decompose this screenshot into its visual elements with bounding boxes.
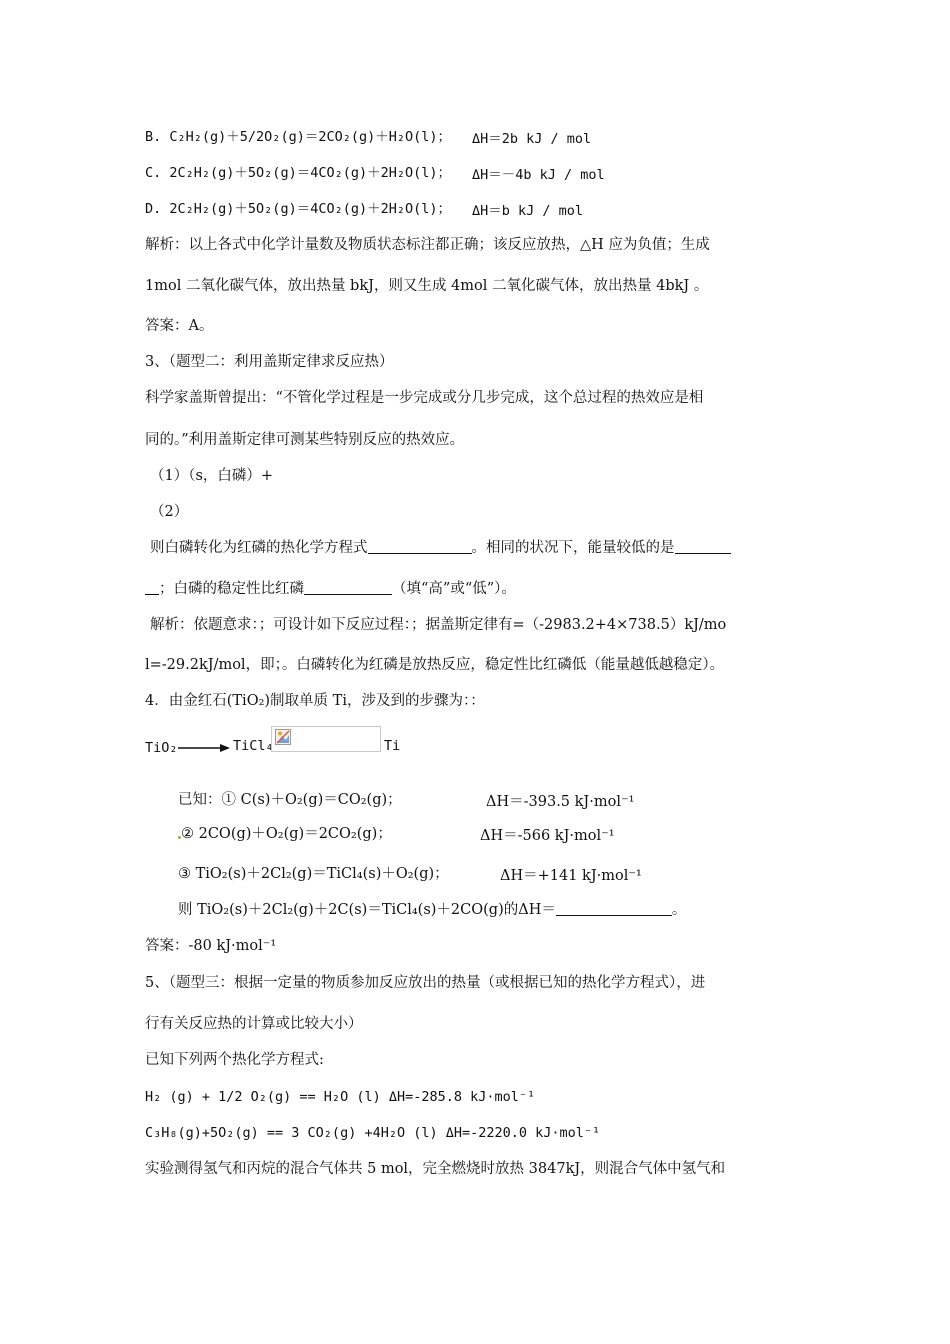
equation-item: （1）（s，白磷）+: [150, 468, 274, 484]
answer-blank[interactable]: [675, 539, 731, 554]
equation: ② 2CO(g)＋O₂(g)＝2CO₂(g)；: [181, 826, 392, 842]
option-c: [145, 163, 451, 183]
equation: C₃H₈(g)+5O₂(g) == 3 CO₂(g) +4H₂O (l) ΔH=-2220.0 kJ·mol⁻¹: [145, 1125, 601, 1141]
option-b: [145, 127, 451, 147]
equation: H₂ (g) + 1/2 O₂(g) == H₂O (l) ΔH=-285.8 kJ·mol⁻¹: [145, 1089, 536, 1105]
image-icon: [275, 729, 291, 745]
analysis-line: 1mol 二氧化碳气体，放出热量 bkJ，则又生成 4mol 二氧化碳气体，放出热量 4bkJ 。: [145, 278, 709, 294]
enthalpy-value: ΔH＝2b kJ / mol: [472, 131, 592, 147]
question-text: （填“高”或“低”）。: [392, 581, 516, 597]
option-label: C.: [145, 165, 162, 181]
analysis-line: l=-29.2kJ/mol，即；。白磷转化为红磷是放热反应，稳定性比红磷低（能量越低越稳定）。: [145, 657, 725, 673]
known-label: 已知：: [178, 792, 222, 808]
answer-line: 答案：-80 kJ·mol⁻¹: [145, 938, 277, 954]
equation: C₂H₂(g)＋5/2O₂(g)＝2CO₂(g)＋H₂O(l)；: [169, 129, 451, 145]
flow-start: TiO₂: [145, 740, 178, 756]
enthalpy-value: ΔH＝b kJ / mol: [472, 203, 584, 219]
known-equation: [178, 824, 392, 844]
option-label: B.: [145, 129, 162, 145]
fill-in-question: [145, 579, 516, 599]
paragraph-line: 科学家盖斯曾提出：“不管化学过程是一步完成或分几步完成，这个总过程的热效应是相: [145, 390, 704, 406]
fill-in-question: [178, 900, 686, 920]
flow-middle: TiCl₄: [233, 738, 274, 754]
equation: 2C₂H₂(g)＋5O₂(g)＝4CO₂(g)＋2H₂O(l)；: [169, 201, 451, 217]
question-text: 则白磷转化为红磷的热化学方程式: [150, 540, 368, 556]
paragraph-line: 实验测得氢气和丙烷的混合气体共 5 mol，完全燃烧时放热 3847kJ，则混合气体中氢气和: [145, 1161, 726, 1177]
fill-in-question: [150, 538, 731, 558]
question-text: 。相同的状况下，能量较低的是: [471, 540, 675, 556]
question-text: 则 TiO₂(s)＋2Cl₂(g)＋2C(s)＝TiCl₄(s)＋2CO(g)的ΔH＝: [178, 902, 556, 918]
equation: ① C(s)＋O₂(g)＝CO₂(g)；: [221, 792, 402, 808]
answer-blank[interactable]: [368, 539, 472, 554]
paragraph-line: 已知下列两个热化学方程式:: [145, 1052, 324, 1068]
answer-line: 答案：A。: [145, 318, 214, 334]
option-d: [145, 199, 451, 219]
option-label: D.: [145, 201, 162, 217]
enthalpy-value: ΔH＝-566 kJ·mol⁻¹: [480, 828, 615, 844]
paragraph-line: 同的。”利用盖斯定律可测某些特别反应的热效应。: [145, 432, 465, 448]
analysis-line: 解析：以上各式中化学计量数及物质状态标注都正确；该反应放热，△H 应为负值；生成: [145, 237, 710, 253]
question-title: 行有关反应热的计算或比较大小）: [145, 1016, 363, 1032]
answer-blank[interactable]: [145, 580, 159, 595]
flow-end: Ti: [384, 738, 401, 754]
analysis-line: 解析：依题意求：；可设计如下反应过程：；据盖斯定律有=（-2983.2+4×738.5）kJ/mo: [150, 617, 727, 633]
enthalpy-value: ΔH＝-393.5 kJ·mol⁻¹: [486, 794, 635, 810]
equation: 2C₂H₂(g)＋5O₂(g)＝4CO₂(g)＋2H₂O(l)；: [169, 165, 451, 181]
answer-blank[interactable]: [304, 580, 392, 595]
known-equation: ③ TiO₂(s)＋2Cl₂(g)＝TiCl₄(s)＋O₂(g)；: [178, 866, 449, 882]
arrow-right-icon: [178, 743, 230, 753]
enthalpy-value: ΔH＝－4b kJ / mol: [472, 167, 605, 183]
known-equation: [178, 790, 402, 810]
question-title: 5、（题型三：根据一定量的物质参加反应放出的热量（或根据已知的热化学方程式），进: [145, 975, 706, 991]
question-title: 3、（题型二：利用盖斯定律求反应热）: [145, 354, 394, 370]
equation-item: （2）: [150, 504, 189, 520]
question-title: 4．由金红石(TiO₂)制取单质 Ti，涉及到的步骤为：：: [145, 693, 485, 709]
question-text: 。: [671, 902, 687, 918]
broken-image-placeholder: [271, 726, 381, 752]
question-text: ；白磷的稳定性比红磷: [159, 581, 304, 597]
enthalpy-value: ΔH＝+141 kJ·mol⁻¹: [500, 868, 642, 884]
answer-blank[interactable]: [556, 901, 672, 916]
